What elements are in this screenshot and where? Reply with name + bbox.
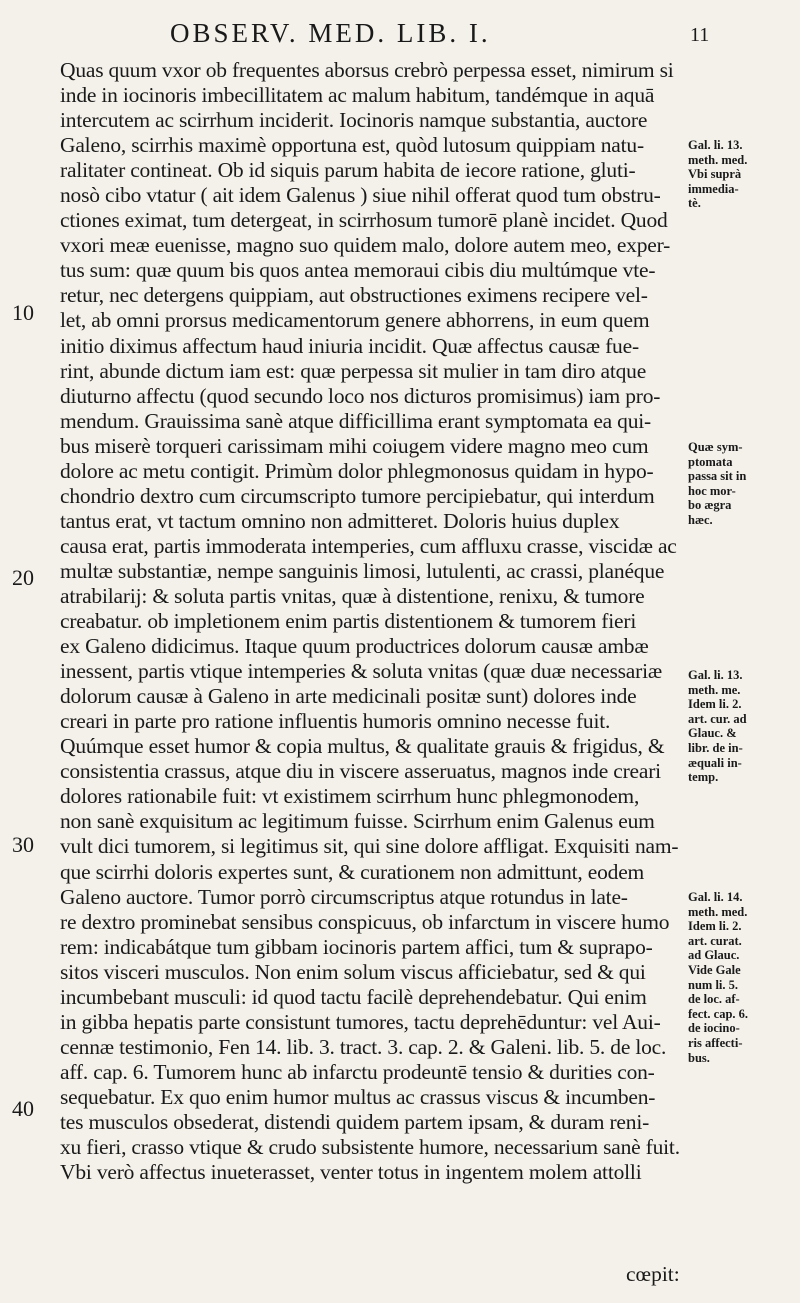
text-line: multæ substantiæ, nempe sanguinis limosi, lutulenti, ac crassi, planéque [60, 558, 665, 583]
margin-note-line: Idem li. 2. [688, 919, 742, 934]
margin-note-line: tè. [688, 196, 701, 211]
text-line: aff. cap. 6. Tumorem hunc ab infarctu prodeuntē tensio & durities con- [60, 1059, 655, 1084]
text-line: tus sum: quæ quum bis quos antea memoraui cibis diu multúmque vte- [60, 258, 656, 283]
margin-note-line: num li. 5. [688, 977, 739, 992]
text-line: bus miserè torqueri carissimam mihi coiugem videre magno meo cum [60, 433, 649, 458]
margin-note-line: de loc. af- [688, 992, 740, 1007]
text-line: que scirrhi doloris expertes sunt, & curationem non admittunt, eodem [60, 859, 645, 884]
text-line: Quas quum vxor ob frequentes aborsus crebrò perpessa esset, nimirum si [60, 58, 674, 82]
margin-note-line: immedia- [688, 181, 739, 196]
margin-note-line: meth. me. [688, 682, 741, 697]
margin-note-line: art. cur. ad [688, 711, 747, 726]
text-line: sitos visceri musculos. Non enim solum viscus afficiebatur, sed & qui [60, 959, 646, 984]
text-line: intercutem ac scirrhum inciderit. Iocinoris namque substantia, auctore [60, 108, 648, 133]
text-line: ctiones eximat, tum detergeat, in scirrhosum tumorē planè incidet. Quod [60, 208, 668, 233]
text-line: inessent, partis vtique intemperies & soluta vnitas (quæ duæ necessariæ [60, 659, 663, 684]
text-line: cennæ testimonio, Fen 14. lib. 3. tract. 3. cap. 2. & Galeni. lib. 5. de loc. [60, 1034, 667, 1059]
text-line: creari in parte pro ratione influentis humoris omnino necesse fuit. [60, 709, 611, 734]
margin-note-line: Gal. li. 13. [688, 668, 743, 682]
text-line: rint, abunde dictum iam est: quæ perpessa sit mulier in tam diro atque [60, 358, 647, 383]
text-line: rem: indicabátque tum gibbam iocinoris partem affici, tum & suprapo- [60, 934, 653, 959]
text-line: creabatur. ob impletionem enim partis distentionem & tumorem fieri [60, 609, 637, 634]
text-line: Vbi verò affectus inueterasset, venter totus in ingentem molem attolli [60, 1160, 642, 1185]
margin-note-line: fect. cap. 6. [688, 1006, 749, 1021]
margin-note-line: Gal. li. 14. [688, 890, 743, 904]
text-line: retur, nec detergens quippiam, aut obstructiones eximens recipere vel- [60, 283, 648, 308]
text-line: sequebatur. Ex quo enim humor multus ac crassus viscus & incumben- [60, 1084, 656, 1109]
margin-note-line: bo ægra [688, 498, 732, 513]
body-text [60, 58, 690, 1185]
text-line: mendum. Grauissima sanè atque difficillima erant symptomata ea qui- [60, 408, 652, 433]
margin-note-line: æquali in- [688, 755, 742, 770]
text-line: non sanè exquisitum ac legitimum fuisse. Scirrhum enim Galenus eum [60, 809, 655, 834]
margin-note-line: meth. med. [688, 152, 748, 167]
margin-note-line: bus. [688, 1050, 710, 1065]
text-line: atrabilarij: & soluta partis vnitas, quæ à distentione, renixu, & tumore [60, 583, 645, 608]
text-line: inde in iocinoris imbecillitatem ac malum habitum, tandémque in aquā [60, 83, 655, 108]
text-line: vult dici tumorem, si legitimus sit, qui sine dolore affligat. Exquisiti nam- [60, 834, 679, 859]
text-line: re dextro prominebat sensibus conspicuus, ob infarctum in viscere humo [60, 909, 670, 934]
text-line: vxori meæ euenisse, magno suo quidem malo, dolore autem meo, exper- [60, 233, 671, 258]
text-line: dolorum causæ à Galeno in arte medicinali positæ sunt) dolores inde [60, 684, 637, 709]
line-number: 20 [12, 565, 34, 590]
text-line: diuturno affectu (quod secundo loco nos dicturos promisimus) iam pro- [60, 383, 661, 408]
margin-note-line: Idem li. 2. [688, 697, 742, 712]
margin-note-line: art. curat. [688, 933, 742, 948]
text-line: nosò cibo vtatur ( ait idem Galenus ) siue nihil offerat quod tum obstru- [60, 183, 661, 208]
text-line: consistentia crassus, atque diu in viscere asseruatus, magnos inde creari [60, 759, 661, 784]
margin-note-line: ris affecti- [688, 1035, 743, 1050]
margin-note-line: temp. [688, 770, 719, 785]
text-line: initio diximus affectum haud iniuria incidit. Quæ affectus causæ fue- [60, 333, 639, 358]
text-line: tantus erat, vt tactum omnino non admitteret. Doloris huius duplex [60, 508, 620, 533]
text-line: incumbebant musculi: id quod tactu facilè deprehendebatur. Qui enim [60, 984, 647, 1009]
margin-note-line: meth. med. [688, 904, 748, 919]
margin-note [688, 138, 798, 211]
text-line: xu fieri, crasso vtique & crudo subsistente humore, necessarium sanè fuit. [60, 1135, 680, 1160]
margin-note-line: hæc. [688, 512, 713, 527]
running-head: OBSERV. MED. LIB. I. [170, 18, 491, 48]
line-number: 40 [12, 1096, 34, 1121]
margin-note-line: Gal. li. 13. [688, 138, 743, 152]
text-line: ralitater contineat. Ob id siquis parum habita de iecore ratione, gluti- [60, 158, 636, 183]
text-line: dolores rationabile fuit: vt existimem scirrhum hunc phlegmonodem, [60, 784, 640, 809]
text-line: let, ab omni prorsus medicamentorum genere abhorrens, in eum quem [60, 308, 650, 333]
text-line: in gibba hepatis parte consistunt tumores, tactu deprehēduntur: vel Aui- [60, 1009, 661, 1034]
text-line: chondrio dextro cum circumscripto tumore percipiebatur, qui interdum [60, 483, 655, 508]
line-number: 10 [12, 300, 34, 325]
margin-note-line: Vbi suprà [688, 167, 742, 182]
margin-note [688, 890, 798, 1065]
margin-note-line: hoc mor- [688, 483, 736, 498]
margin-note [688, 440, 798, 528]
margin-note-line: ad Glauc. [688, 948, 740, 963]
margin-note-line: de iocino- [688, 1021, 740, 1036]
margin-note-line: Glauc. & [688, 726, 737, 741]
margin-note-line: passa sit in [688, 469, 747, 484]
margin-note-line: Vide Gale [688, 962, 741, 977]
margin-note-line: libr. de in- [688, 740, 743, 755]
text-line: Quúmque esset humor & copia multus, & qualitate grauis & frigidus, & [60, 734, 665, 759]
margin-note-line: ptomata [688, 454, 733, 469]
page-number: 11 [690, 24, 710, 46]
text-line: tes musculos obsederat, distendi quidem partem ipsam, & duram reni- [60, 1109, 650, 1134]
text-line: Galeno auctore. Tumor porrò circumscriptus atque rotundus in late- [60, 884, 628, 909]
catchword: cœpit: [626, 1262, 680, 1286]
text-line: causa erat, partis immoderata intemperies, cum affluxu crasse, viscidæ ac [60, 533, 677, 558]
margin-note [688, 668, 798, 785]
text-line: ex Galeno didicimus. Itaque quum productrices dolorum causæ ambæ [60, 634, 649, 659]
margin-note-line: Quæ sym- [688, 440, 743, 454]
text-line: dolore ac metu contigit. Primùm dolor phlegmonosus quidam in hypo- [60, 458, 654, 483]
line-number: 30 [12, 832, 34, 857]
text-line: Galeno, scirrhis maximè opportuna est, quòd lutosum quippiam natu- [60, 133, 644, 158]
